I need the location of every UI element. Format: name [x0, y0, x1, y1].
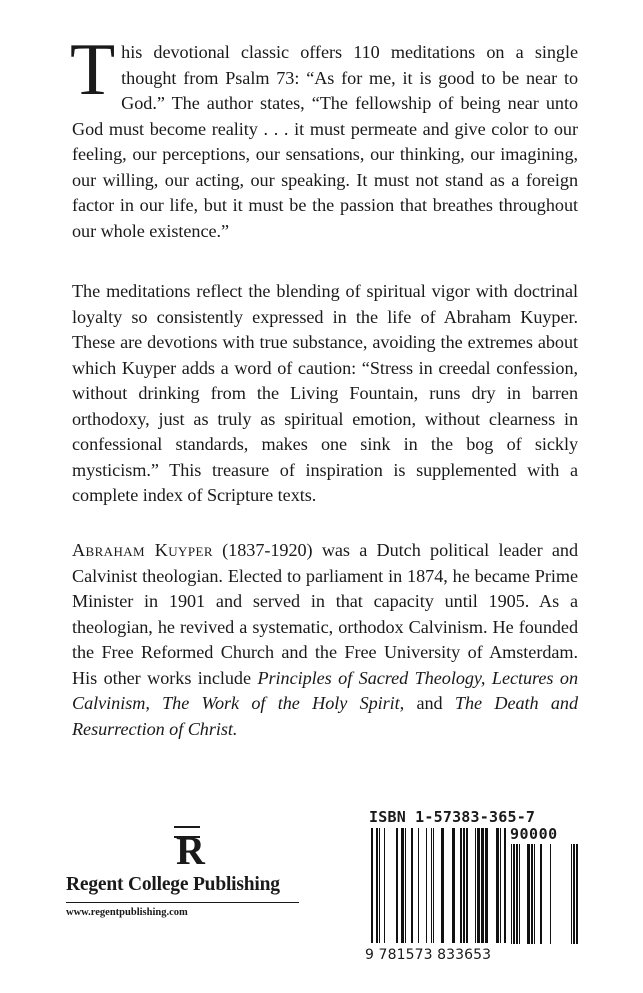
barcode-bar [571, 844, 572, 944]
barcode-bar [475, 828, 476, 943]
barcode-bar [513, 844, 515, 944]
barcode-bar [576, 844, 578, 944]
barcode-bar [504, 828, 506, 943]
barcode-bar [466, 828, 468, 943]
description-paragraph-2 [72, 279, 578, 509]
author-name: Abraham Kuyper [72, 540, 213, 560]
bio-conjunction: and [404, 693, 455, 713]
paragraph-1-text: his devotional classic offers 110 meditations on a single thought from Psalm 73: “As for me, it is good to be near to God.” The author states, “The fellowship of being near unto God must become reality . . . it must permeate and give color to our feeling, our perceptions, our sensations, our thinking, our imagining, our willing, our acting, our speaking. It must not stand as a foreign factor in our life, but it must be the passion that breathes throughout our whole existence.” [72, 42, 578, 241]
barcode-bar [463, 828, 465, 943]
barcode-bar [441, 828, 444, 943]
drop-cap: T [70, 29, 116, 111]
barcode-bar [531, 844, 533, 944]
isbn-barcode [365, 808, 583, 970]
barcode-bar [426, 828, 427, 943]
publisher-name: Regent College Publishing [66, 874, 280, 895]
publisher-logo [66, 818, 306, 928]
price-addon-code: 90000 [510, 825, 558, 843]
barcode-bar [418, 828, 419, 943]
barcode-bar [477, 828, 480, 943]
barcode-bar [534, 844, 535, 944]
barcode-bar [519, 844, 520, 944]
barcode-bar [516, 844, 518, 944]
barcode-bar [371, 828, 373, 943]
barcode-bar [376, 828, 378, 943]
barcode-bar [396, 828, 398, 943]
barcode-bars [365, 828, 583, 948]
barcode-bar [379, 828, 380, 943]
last-work-title: The Death and Resurrection of Christ. [72, 693, 578, 739]
barcode-bar [431, 828, 432, 943]
barcode-bar [384, 828, 385, 943]
ean-number: 9 781573 833653 [365, 947, 492, 963]
barcode-bar [401, 828, 404, 943]
barcode-bar [460, 828, 462, 943]
author-bio-paragraph [72, 538, 578, 742]
barcode-bar [485, 828, 488, 943]
publisher-monogram-icon [170, 820, 210, 870]
barcode-bar [496, 828, 499, 943]
other-works-list: Principles of Sacred Theology, Lectures on Calvinism, The Work of the Holy Spirit, [72, 667, 578, 713]
barcode-bar [511, 844, 512, 944]
logo-letter: R [176, 828, 205, 870]
barcode-bar [481, 828, 484, 943]
barcode-bar [405, 828, 406, 943]
barcode-bar [411, 828, 413, 943]
barcode-bar [550, 844, 551, 944]
barcode-bar [452, 828, 455, 943]
barcode-bar [573, 844, 575, 944]
barcode-bar [500, 828, 501, 943]
isbn-number: ISBN 1-57383-365-7 [369, 808, 536, 826]
description-paragraph-1 [70, 29, 578, 244]
bio-text: (1837-1920) was a Dutch political leader and Calvinist theologian. Elected to parliament in 1874, he became Prime Minister in 1901 and served in that capacity until 1905. As a theologian, he revived a systematic, orthodox Calvinism. He founded the Free Reformed Church and the Free University of Amsterdam. His other works include [72, 540, 578, 688]
barcode-bar [433, 828, 434, 943]
paragraph-2-text: The meditations reflect the blending of spiritual vigor with doctrinal loyalty so consistently expressed in the life of Abraham Kuyper. These are devotions with true substance, avoiding the extremes about which Kuyper adds a word of caution: “Stress in creedal confession, without drinking from the Living Fountain, runs dry in barren orthodoxy, just as truly as spiritual emotion, without clearness in confessional standards, makes one sink in the bog of sickly mysticism.” This treasure of inspiration is supplemented with a complete index of Scripture texts. [72, 281, 578, 505]
publisher-url: www.regentpublishing.com [66, 907, 188, 918]
barcode-bar [527, 844, 530, 944]
barcode-bar [540, 844, 542, 944]
logo-divider [66, 902, 299, 903]
